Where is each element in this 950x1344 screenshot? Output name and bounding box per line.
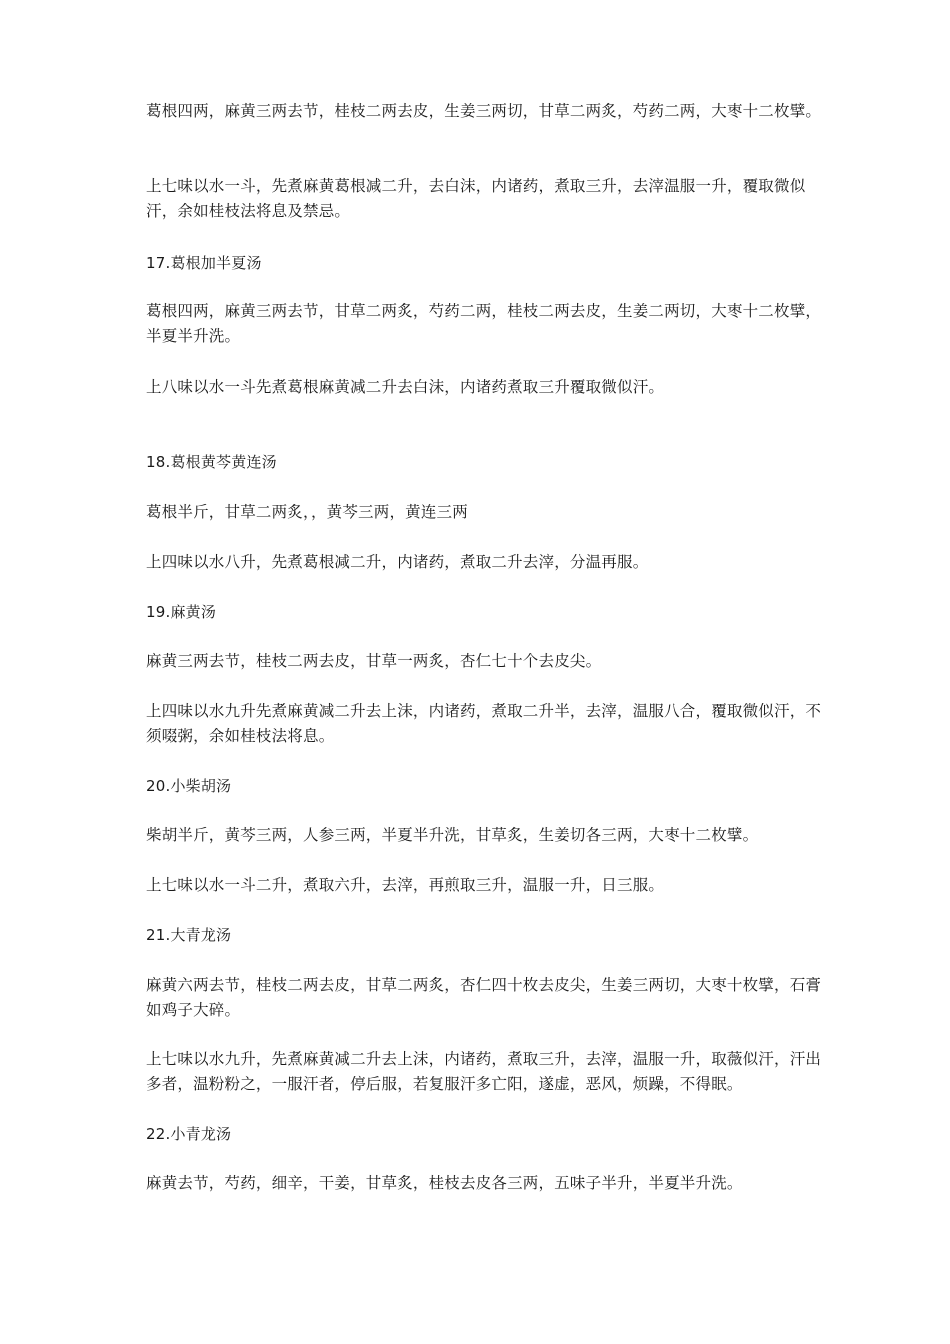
paragraph-19-method: 上四味以水九升先煮麻黄减二升去上沫，内诸药，煮取二升半，去滓，温服八合，覆取微似汗，不须啜粥，余如桂枝法将息。 xyxy=(146,702,822,745)
heading-18: 18.葛根黄芩黄连汤 xyxy=(146,453,277,471)
paragraph-20-method: 上七味以水一斗二升，煮取六升，去滓，再煎取三升，温服一升，日三服。 xyxy=(146,876,665,894)
paragraph-18-method: 上四味以水八升，先煮葛根减二升，内诸药，煮取二升去滓，分温再服。 xyxy=(146,553,649,571)
heading-19: 19.麻黄汤 xyxy=(146,603,217,621)
heading-21: 21.大青龙汤 xyxy=(146,926,232,944)
paragraph-19-ingredients: 麻黄三两去节，桂枝二两去皮，甘草一两炙，杏仁七十个去皮尖。 xyxy=(146,652,602,670)
paragraph-17-method: 上八味以水一斗先煮葛根麻黄减二升去白沫，内诸药煮取三升覆取微似汗。 xyxy=(146,378,665,396)
paragraph-22-ingredients: 麻黄去节，芍药，细辛，干姜，甘草炙，桂枝去皮各三两，五味子半升，半夏半升洗。 xyxy=(146,1174,743,1192)
paragraph-gegen-tang-ingredients: 葛根四两，麻黄三两去节，桂枝二两去皮，生姜三两切，甘草二两炙，芍药二两，大枣十二枚擘。 xyxy=(146,102,822,120)
heading-17: 17.葛根加半夏汤 xyxy=(146,254,262,272)
paragraph-21-method: 上七味以水九升，先煮麻黄减二升去上沫，内诸药，煮取三升，去滓，温服一升，取薇似汗，汗出多者，温粉粉之，一服汗者，停后服，若复服汗多亡阳，遂虚，恶风，烦躁，不得眠。 xyxy=(146,1050,822,1093)
heading-20: 20.小柴胡汤 xyxy=(146,777,232,795)
paragraph-gegen-tang-method: 上七味以水一斗，先煮麻黄葛根减二升，去白沫，内诸药，煮取三升，去滓温服一升，覆取微似汗，余如桂枝法将息及禁忌。 xyxy=(146,177,806,220)
heading-22: 22.小青龙汤 xyxy=(146,1125,232,1143)
paragraph-17-ingredients: 葛根四两，麻黄三两去节，甘草二两炙，芍药二两，桂枝二两去皮，生姜二两切，大枣十二枚擘，半夏半升洗。 xyxy=(146,302,822,345)
paragraph-20-ingredients: 柴胡半斤，黄芩三两，人参三两，半夏半升洗，甘草炙，生姜切各三两，大枣十二枚擘。 xyxy=(146,826,759,844)
paragraph-21-ingredients: 麻黄六两去节，桂枝二两去皮，甘草二两炙，杏仁四十枚去皮尖，生姜三两切，大枣十枚擘，石膏如鸡子大碎。 xyxy=(146,976,822,1019)
paragraph-18-ingredients: 葛根半斤，甘草二两炙，，黄芩三两，黄连三两 xyxy=(146,503,468,521)
